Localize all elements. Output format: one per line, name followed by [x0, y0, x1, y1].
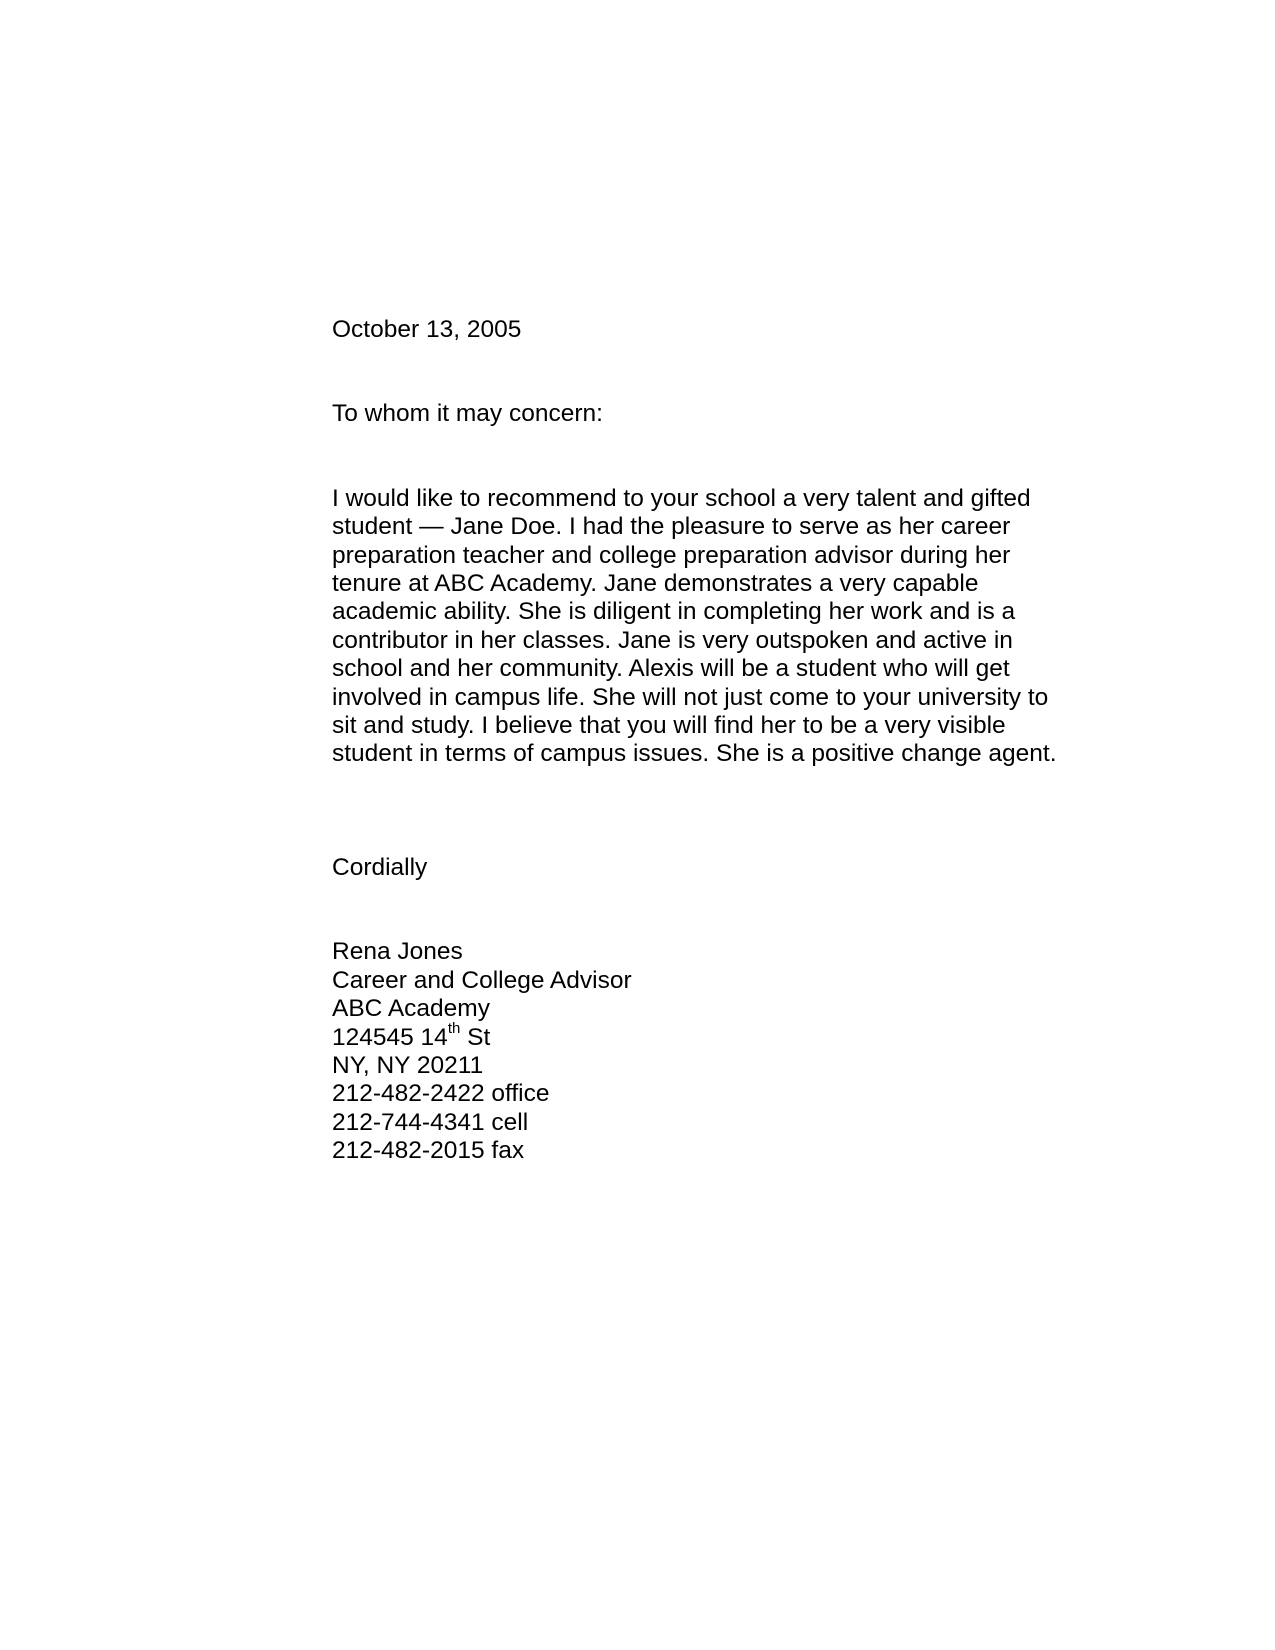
- body-line: student in terms of campus issues. She is a positive change agent.: [332, 740, 1057, 768]
- body-line: I would like to recommend to your school a very talent and gifted: [332, 484, 1031, 512]
- letter-salutation: To whom it may concern:: [332, 400, 603, 428]
- signer-street-address: [332, 1020, 1072, 1052]
- body-line: school and her community. Alexis will be a student who will get: [332, 655, 1010, 683]
- body-line: student — Jane Doe. I had the pleasure to serve as her career: [332, 513, 1011, 541]
- letter-date: October 13, 2005: [332, 316, 522, 343]
- signer-fax: 212-482-2015 fax: [332, 1137, 525, 1165]
- street-suffix: St: [460, 1023, 491, 1051]
- signer-cell-phone: 212-744-4341 cell: [332, 1108, 529, 1136]
- street-ordinal: th: [447, 1020, 461, 1038]
- signer-name: Rena Jones: [332, 938, 463, 966]
- recommendation-letter: [332, 316, 1072, 1166]
- body-line: tenure at ABC Academy. Jane demonstrates a very capable: [332, 570, 979, 598]
- body-line: academic ability. She is diligent in completing her work and is a: [332, 598, 1016, 626]
- body-line: sit and study. I believe that you will find her to be a very visible: [332, 712, 1006, 740]
- body-line: contributor in her classes. Jane is very outspoken and active in: [332, 626, 1013, 654]
- signer-title: Career and College Advisor: [332, 966, 632, 994]
- letter-closing: Cordially: [332, 853, 428, 881]
- street-number: 124545 14: [332, 1023, 448, 1051]
- signer-organization: ABC Academy: [332, 995, 490, 1023]
- signature-block: [332, 938, 1072, 1165]
- letter-body: [332, 485, 1072, 769]
- signer-city-line: NY, NY 20211: [332, 1051, 484, 1079]
- body-line: preparation teacher and college preparation advisor during her: [332, 541, 1011, 569]
- body-line: involved in campus life. She will not just come to your university to: [332, 683, 1049, 711]
- signer-office-phone: 212-482-2422 office: [332, 1080, 550, 1108]
